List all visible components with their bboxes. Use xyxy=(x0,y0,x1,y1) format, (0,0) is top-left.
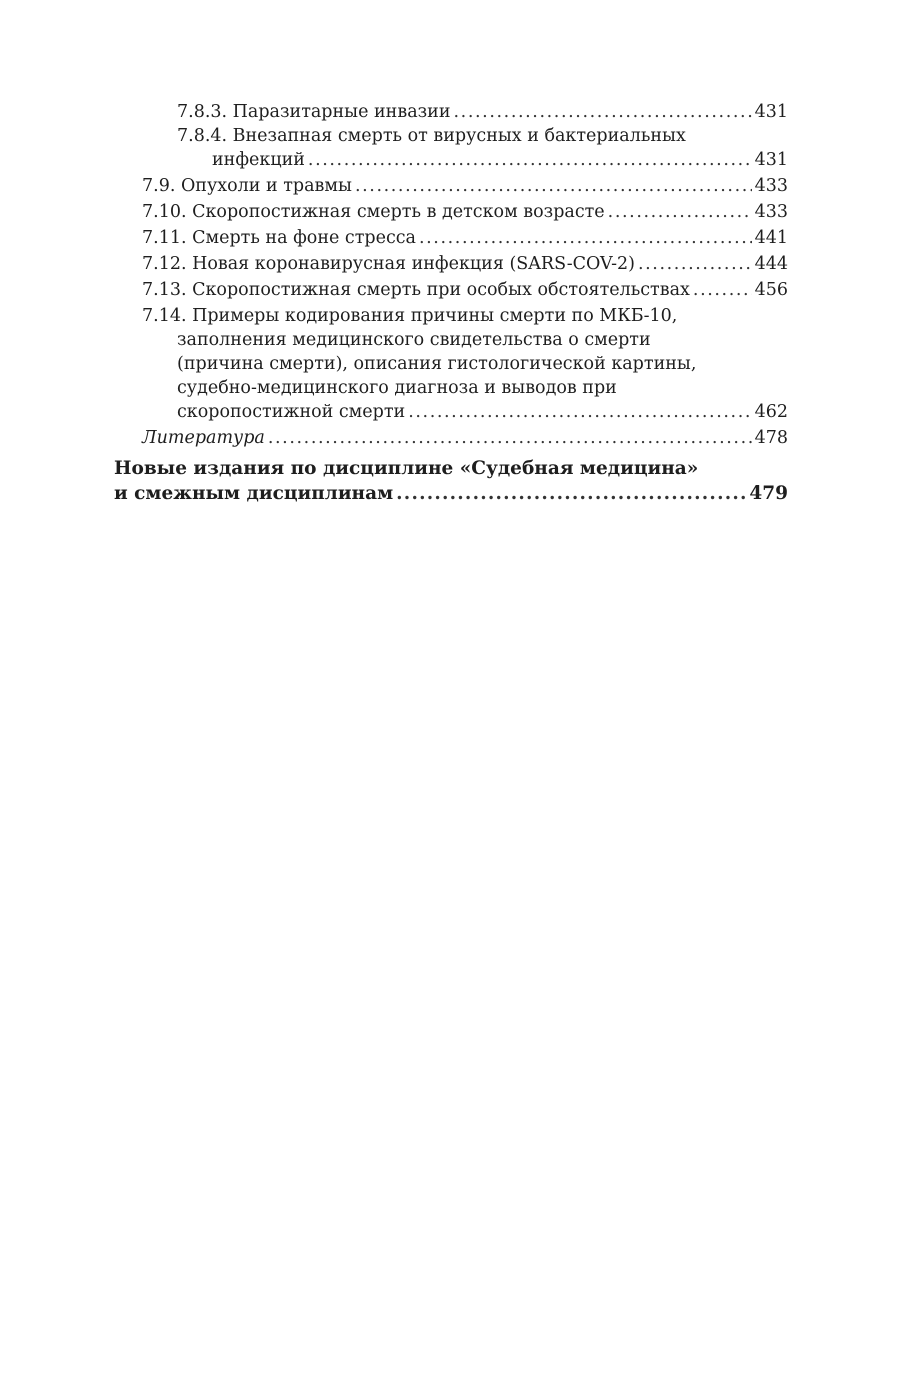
toc-entry-7-13[interactable] xyxy=(142,278,788,302)
toc-entry-title: 7.9. Опухоли и травмы xyxy=(142,176,352,196)
toc-entry-7-8-3[interactable] xyxy=(177,100,788,124)
toc-entry-title: 7.14. Примеры кодирования причины смерти по МКБ-10, xyxy=(142,306,678,326)
toc-entry-title-continued: и смежным дисциплинам xyxy=(114,483,394,504)
toc-entry-7-11[interactable] xyxy=(142,226,788,250)
toc-entry-title-continued: заполнения медицинского свидетельства о смерти xyxy=(177,330,651,350)
dot-leader xyxy=(454,100,752,124)
toc-entry-title-continued: инфекций xyxy=(212,150,305,170)
toc-entry-7-10[interactable] xyxy=(142,200,788,224)
toc-entry-title: 7.11. Смерть на фоне стресса xyxy=(142,228,416,248)
toc-page-number: 456 xyxy=(754,280,788,300)
dot-leader xyxy=(355,174,752,198)
toc-page-number: 479 xyxy=(749,483,788,504)
dot-leader xyxy=(638,252,752,276)
dot-leader xyxy=(268,426,752,450)
toc-entry-title: 7.12. Новая коронавирусная инфекция (SARS-COV-2) xyxy=(142,254,635,274)
toc-page-number: 462 xyxy=(754,402,788,422)
toc-page-number: 433 xyxy=(754,202,788,222)
toc-entry-title: Литература xyxy=(142,428,265,448)
dot-leader xyxy=(308,148,752,172)
toc-entry-title-continued: судебно-медицинского диагноза и выводов при xyxy=(177,378,617,398)
toc-entry-title-continued: скоропостижной смерти xyxy=(177,402,406,422)
dot-leader xyxy=(408,400,751,424)
toc-entry-7-8-4[interactable] xyxy=(177,124,788,172)
toc-entry-new-editions[interactable] xyxy=(114,456,788,506)
toc-page-number: 431 xyxy=(754,150,788,170)
toc-page-number: 431 xyxy=(754,102,788,122)
toc-page-number: 433 xyxy=(754,176,788,196)
dot-leader xyxy=(396,481,746,506)
toc-entry-7-9[interactable] xyxy=(142,174,788,198)
toc-entry-7-12[interactable] xyxy=(142,252,788,276)
toc-page-number: 478 xyxy=(754,428,788,448)
toc-entry-title-continued: (причина смерти), описания гистологической картины, xyxy=(177,354,697,374)
toc-entry-7-14[interactable] xyxy=(142,304,788,424)
dot-leader xyxy=(419,226,752,250)
toc-entry-literature[interactable] xyxy=(142,426,788,450)
toc-page-number: 444 xyxy=(754,254,788,274)
toc-entry-title: 7.10. Скоропостижная смерть в детском возрасте xyxy=(142,202,605,222)
table-of-contents xyxy=(114,100,788,506)
toc-entry-title: 7.8.4. Внезапная смерть от вирусных и бактериальных xyxy=(177,126,686,146)
toc-entry-title: 7.8.3. Паразитарные инвазии xyxy=(177,102,451,122)
toc-entry-title: 7.13. Скоропостижная смерть при особых обстоятельствах xyxy=(142,280,690,300)
toc-page-number: 441 xyxy=(754,228,788,248)
dot-leader xyxy=(693,278,752,302)
toc-entry-title: Новые издания по дисциплине «Судебная медицина» xyxy=(114,458,699,479)
dot-leader xyxy=(608,200,752,224)
